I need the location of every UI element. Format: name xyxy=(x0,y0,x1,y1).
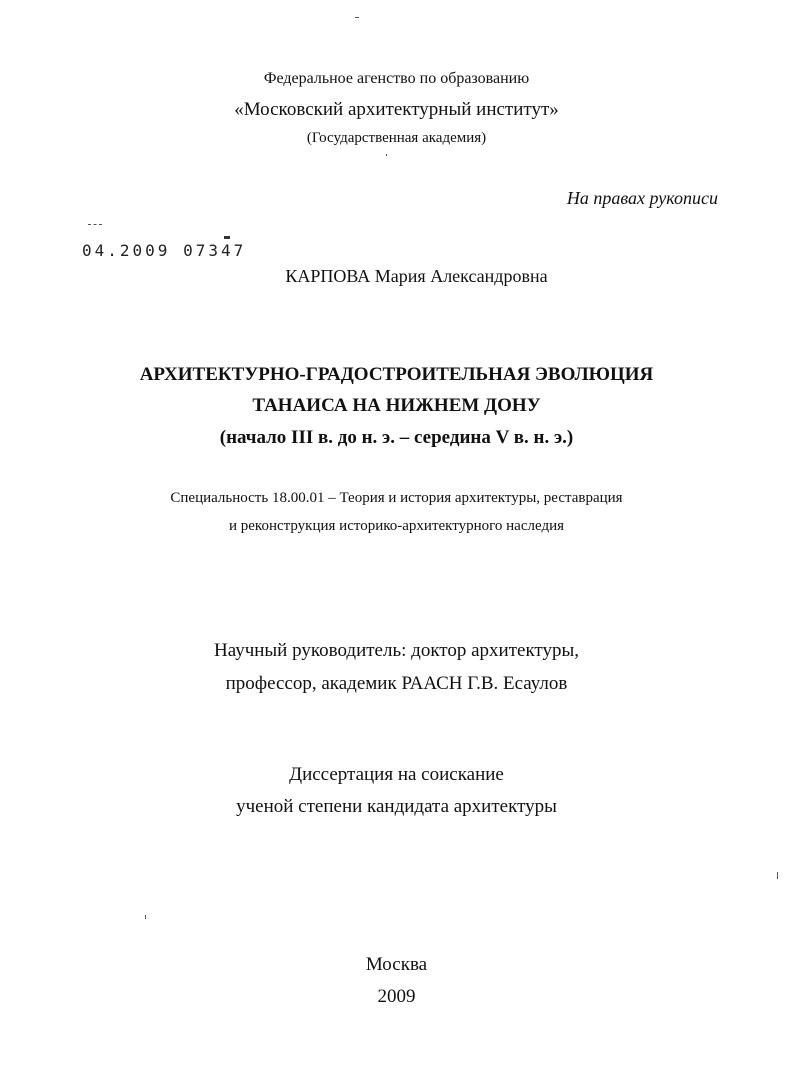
scan-speck xyxy=(145,915,146,919)
agency-name: Федеральное агенство по образованию xyxy=(263,70,530,87)
thesis-title-line-2: ТАНАИСА НА НИЖНЕМ ДОНУ xyxy=(252,395,541,416)
specialty-line-1: Специальность 18.00.01 – Теория и история архитектуры, реставрация xyxy=(170,490,623,506)
supervisor-line-2: профессор, академик РААСН Г.В. Есаулов xyxy=(225,673,568,694)
supervisor-line-1: Научный руководитель: доктор архитектуры, xyxy=(214,640,579,661)
rights-note: На правах рукописи xyxy=(566,188,718,208)
thesis-title-line-1: АРХИТЕКТУРНО-ГРАДОСТРОИТЕЛЬНАЯ ЭВОЛЮЦИЯ xyxy=(139,364,654,385)
year: 2009 xyxy=(377,986,416,1007)
city: Москва xyxy=(365,954,428,975)
dissertation-line-2: ученой степени кандидата архитектуры xyxy=(236,796,557,817)
stamp-mark xyxy=(88,224,102,227)
scan-speck xyxy=(777,872,778,879)
specialty-line-2: и реконструкция историко-архитектурного наследия xyxy=(228,518,565,534)
scan-speck xyxy=(386,154,387,156)
dissertation-line-1: Диссертация на соискание xyxy=(289,764,504,785)
academy-name: (Государственная академия) xyxy=(306,130,487,146)
thesis-title-line-3: (начало III в. до н. э. – середина V в. н. э.) xyxy=(219,427,574,448)
institute-name: «Московский архитектурный институт» xyxy=(234,99,559,120)
library-stamp: 04.2009 07347 xyxy=(82,241,247,260)
scan-speck xyxy=(355,17,359,18)
stamp-mark xyxy=(224,236,230,239)
author-name: КАРПОВА Мария Александровна xyxy=(285,266,548,286)
